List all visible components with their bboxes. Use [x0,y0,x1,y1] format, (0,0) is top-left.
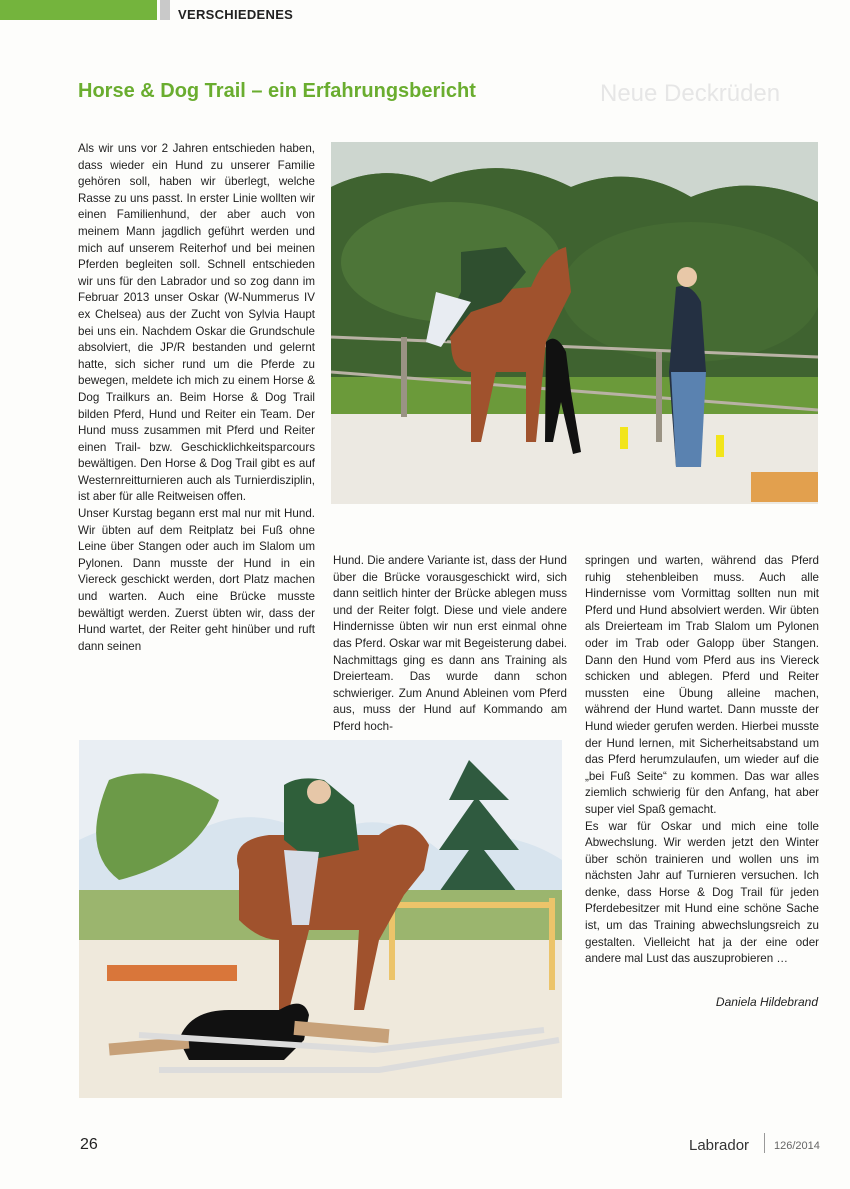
section-color-bar [0,0,157,20]
section-color-bar-secondary [160,0,170,20]
paragraph-team-training: springen und warten, während das Pferd ruhig stehenbleiben muss. Auch alle Hindernisse vom Vormittag sollten nun mit Pferd und Hund absolviert werden. Wir übten als Dreierteam im Trab Slalom um Pylonen oder im Trab oder Galopp über Stangen. Dann den Hund vom Pferd aus ins Viereck schicken und ablegen. Pferd und Reiter mussten eine Übung alleine machen, während der Hund wartet. Dann musste der Hund wieder gerufen werden. Hierbei musste der Hund lernen, mit Sicherheitsabstand um das Pferd herumzulaufen, um wieder auf die „bei Fuß Seite“ zu kommen. Das war alles ziemlich schwierig für den Anfang, hat aber super viel Spaß gemacht. [585,554,819,816]
article-column-1 [78,141,315,655]
article-author: Daniela Hildebrand [715,995,818,1009]
paragraph-intro: Als wir uns vor 2 Jahren entschieden haben, dass wieder ein Hund zu unserer Familie gehören soll, haben wir überlegt, welche Rasse zu uns passt. In erster Linie wollten wir einen Familienhund, der aber auch von meinem Mann jagdlich geführt werden und mich auf unserem Reiterhof und bei meinen Pferden begleiten soll. Schnell entschieden wir uns für den Labrador und so zog dann im Februar 2013 unser Oskar (W-Nummerus IV ex Chelsea) aus der Zucht von Sylvia Haupt bei uns ein. Nachdem Oskar die Grundschule absolviert, die JP/R bestanden und gelernt hatte, sich sicher rund um die Pferde zu bewegen, meldete ich mich zu einem Horse & Dog Trailkurs an. Beim Horse & Dog Trail bilden Pferd, Hund und Reiter ein Team. Der Hund muss zusammen mit Pferd und Reiter einen Trail- bzw. Geschicklichkeitsparcours bewältigen. Den Horse & Dog Trail gibt es auf Westernreitturnieren auch als Turnierdisziplin, ist aber für alle Reitweisen offen. [78,142,315,504]
photo-rider-horse-dog-down [79,740,562,1098]
article-column-2 [333,553,567,736]
article-column-3 [585,553,819,968]
footer-divider [764,1133,765,1153]
article-title: Horse & Dog Trail – ein Erfahrungsbericht [78,80,476,102]
show-through-text: Neue Deckrüden [600,80,781,107]
page-number: 26 [80,1136,98,1153]
paragraph-course: Unser Kurstag begann erst mal nur mit Hund. Wir übten auf dem Reitplatz bei Fuß ohne Leine über Stangen oder auch im Slalom um Pylonen. Dann musste der Hund in ein Viereck geschickt werden, dort Platz machen und warten. Auch eine Brücke musste bewältigt werden. Zuerst übten wir, dass der Hund wartet, der Reiter geht hinüber und ruft dann seinen [78,507,315,653]
magazine-logo: Labrador [689,1137,750,1154]
paragraph-conclusion: Es war für Oskar und mich eine tolle Abwechslung. Wir werden jetzt den Winter über schön trainieren und wollen uns im nächsten Jahr auf Turnieren versuchen. Ich denke, dass Horse & Dog Trail für jeden Pferdebesitzer mit Hund eine schöne Sache ist, um das Training abwechslungsreich zu gestalten. Vielleicht hat ja der eine oder andere mal Lust das auszuprobieren … [585,819,819,966]
section-label: VERSCHIEDENES [178,7,294,22]
photo-rider-horse-dog-jump [331,142,818,504]
paragraph-bridge: Hund. Die andere Variante ist, dass der Hund über die Brücke vorausgeschickt wird, sich dann seitlich hinter der Brücke ablegen muss und der Reiter folgt. Diese und viele andere Hindernisse übten wir nun erst einmal ohne das Pferd. Oskar war mit Begeisterung dabei. Nachmittags ging es dann ans Training als Dreierteam. Das wurde dann schon schwieriger. Zum Anund Ableinen vom Pferd aus, muss der Hund auf Kommando am Pferd hoch- [333,554,567,733]
magazine-issue: 126/2014 [774,1140,820,1152]
